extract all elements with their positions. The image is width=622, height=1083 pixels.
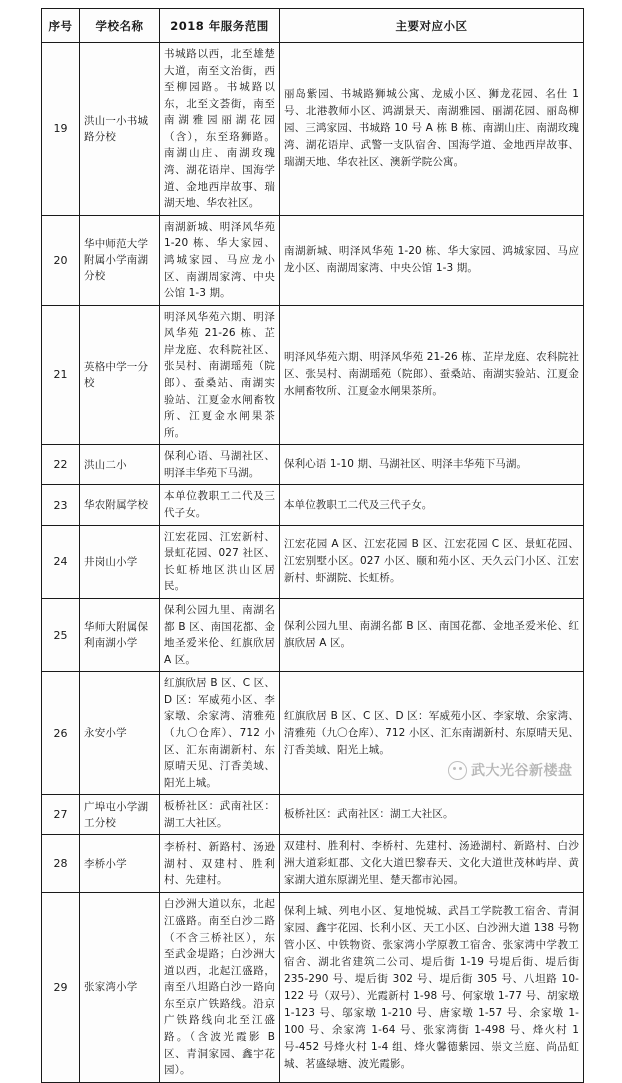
row-corresponding-areas: 保利上城、列电小区、复地悦城、武昌工学院教工宿舍、青洞家园、鑫宇花园、长利小区、天工小区、白沙洲大道 138 号物管小区、中铁物资、张家湾小学原教工宿舍、张家湾中学教工宿舍、湖北省建筑二公司、堤后街 1-19 号堤后街、堤后街 235-290 号、堤后街 302 号、堤后街 305 号、八坦路 10-122 号（双号）、光霞新村 1-98 号、何家墩 1-77 号、胡家墩 1-123 号、邬家墩 1-210 号、唐家墩 1-57 号、余家墩 1-100 号、余家湾 1-64 号、张家湾街 1-498 号、烽火村 1 号-452 号烽火村 1-4 组、烽火馨德紫园、崇文兰庭、尚品虹城、茗盛绿塘、波光霞影。 xyxy=(280,893,584,1082)
table-row xyxy=(42,672,584,795)
row-school-name: 永安小学 xyxy=(80,672,160,795)
row-school-name: 华师大附属保利南湖小学 xyxy=(80,598,160,671)
row-service-scope: 明泽风华苑六期、明泽风华苑 21-26 栋、芷岸龙庭、农科院社区、张吴村、南湖瑶苑（院郎）、蚕桑站、南湖实验站、江夏金水闸畜牧所、江夏金水闸果茶所。 xyxy=(160,305,280,445)
row-index: 28 xyxy=(42,835,80,893)
row-corresponding-areas: 本单位教职工二代及三代子女。 xyxy=(280,485,584,525)
row-school-name: 井岗山小学 xyxy=(80,525,160,598)
table-row xyxy=(42,835,584,893)
row-corresponding-areas: 板桥社区：武南社区：湖工大社区。 xyxy=(280,795,584,835)
school-zoning-table xyxy=(41,8,584,1083)
column-header-index: 序号 xyxy=(42,9,80,43)
row-service-scope: 李桥村、新路村、汤逊湖村、双建村、胜利村、先建村。 xyxy=(160,835,280,893)
row-corresponding-areas: 丽岛紫园、书城路狮城公寓、龙威小区、狮龙花园、名仕 1 号、北港教师小区、鸿湖景天、南湖雅园、丽湖花园、丽岛柳园、三鸿家园、书城路 10 号 A 栋 B 栋、南湖山庄、南湖玫瑰湾、湖花语岸、武警一支队宿舍、国海学道、金地西岸故事、瑞湖天地、华农社区、澳新学院公寓。 xyxy=(280,43,584,216)
row-index: 25 xyxy=(42,598,80,671)
row-corresponding-areas: 保利心语 1-10 期、马湖社区、明泽丰华苑下马湖。 xyxy=(280,445,584,485)
table-row xyxy=(42,305,584,445)
row-index: 27 xyxy=(42,795,80,835)
row-index: 21 xyxy=(42,305,80,445)
table-row xyxy=(42,485,584,525)
row-school-name: 华中师范大学附属小学南湖分校 xyxy=(80,215,160,305)
column-header-school: 学校名称 xyxy=(80,9,160,43)
row-school-name: 广埠屯小学湖工分校 xyxy=(80,795,160,835)
table-row xyxy=(42,795,584,835)
row-index: 22 xyxy=(42,445,80,485)
row-school-name: 洪山一小书城路分校 xyxy=(80,43,160,216)
row-school-name: 李桥小学 xyxy=(80,835,160,893)
row-service-scope: 本单位教职工二代及三代子女。 xyxy=(160,485,280,525)
table-row xyxy=(42,43,584,216)
row-corresponding-areas: 江宏花园 A 区、江宏花园 B 区、江宏花园 C 区、景虹花园、江宏别墅小区。027 小区、颐和苑小区、天久云门小区、江宏新村、虾湖院、长虹桥。 xyxy=(280,525,584,598)
row-corresponding-areas: 双建村、胜利村、李桥村、先建村、汤逊湖村、新路村、白沙洲大道彩虹郡、文化大道巴黎春天、文化大道世茂林屿岸、黄家湖大道东原湖光里、楚天都市沁园。 xyxy=(280,835,584,893)
row-index: 20 xyxy=(42,215,80,305)
column-header-area: 主要对应小区 xyxy=(280,9,584,43)
row-service-scope: 白沙洲大道以东，北起江盛路。南至白沙二路（不含三桥社区），东至武金堤路；白沙洲大道以西，北起江盛路，南至八坦路白沙一路向东至京广铁路线。沿京广铁路线向北至江盛路。（含波光霞影 B 区、青洞家园、鑫宇花园）。 xyxy=(160,893,280,1082)
row-index: 29 xyxy=(42,893,80,1082)
row-corresponding-areas: 南湖新城、明泽风华苑 1-20 栋、华大家园、鸿城家园、马应龙小区、南湖周家湾、中央公馆 1-3 期。 xyxy=(280,215,584,305)
zoning-table-sheet xyxy=(41,8,583,1083)
row-corresponding-areas: 明泽风华苑六期、明泽风华苑 21-26 栋、芷岸龙庭、农科院社区、张吴村、南湖瑶苑（院郎）、蚕桑站、南湖实验站、江夏金水闸畜牧所、江夏金水闸果茶所。 xyxy=(280,305,584,445)
row-school-name: 英格中学一分校 xyxy=(80,305,160,445)
row-service-scope: 板桥社区：武南社区：湖工大社区。 xyxy=(160,795,280,835)
table-row xyxy=(42,893,584,1082)
row-school-name: 张家湾小学 xyxy=(80,893,160,1082)
row-index: 19 xyxy=(42,43,80,216)
row-service-scope: 江宏花园、江宏新村、景虹花园、027 社区、长虹桥地区洪山区居民。 xyxy=(160,525,280,598)
row-corresponding-areas: 红旗欣居 B 区、C 区、D 区：军威苑小区、李家墩、余家湾、清雅苑（九〇仓库）、712 小区、汇东南湖新村、东原晴天见、汀香美域、阳光上城。 xyxy=(280,672,584,795)
table-header-row xyxy=(42,9,584,43)
row-service-scope: 保利公园九里、南湖名都 B 区、南国花都、金地圣爱米伦、红旗欣居 A 区。 xyxy=(160,598,280,671)
watermark-text: 武大光谷新楼盘 xyxy=(471,763,573,779)
table-row xyxy=(42,525,584,598)
column-header-scope: 2018 年服务范围 xyxy=(160,9,280,43)
table-row xyxy=(42,598,584,671)
row-index: 26 xyxy=(42,672,80,795)
table-body xyxy=(42,43,584,1083)
row-corresponding-areas: 保利公园九里、南湖名都 B 区、南国花都、金地圣爱米伦、红旗欣居 A 区。 xyxy=(280,598,584,671)
row-service-scope: 书城路以西，北至雄楚大道，南至文治街，西至柳园路。书城路以东，北至文荟街，南至南湖雅园丽湖花园（含），东至珞狮路。南湖山庄、南湖玫瑰湾、湖花语岸、国海学道、金地西岸故事、瑞湖天地、华农社区。 xyxy=(160,43,280,216)
table-row xyxy=(42,445,584,485)
table-header xyxy=(42,9,584,43)
row-service-scope: 南湖新城、明泽风华苑 1-20 栋、华大家园、鸿城家园、马应龙小区、南湖周家湾、中央公馆 1-3 期。 xyxy=(160,215,280,305)
table-row xyxy=(42,215,584,305)
row-index: 23 xyxy=(42,485,80,525)
row-school-name: 华农附属学校 xyxy=(80,485,160,525)
row-index: 24 xyxy=(42,525,80,598)
row-service-scope: 红旗欣居 B 区、C 区、D 区：军威苑小区、李家墩、余家湾、清雅苑（九〇仓库）、712 小区、汇东南湖新村、东原晴天见、汀香美域、阳光上城。 xyxy=(160,672,280,795)
row-service-scope: 保利心语、马湖社区、明泽丰华苑下马湖。 xyxy=(160,445,280,485)
row-school-name: 洪山二小 xyxy=(80,445,160,485)
